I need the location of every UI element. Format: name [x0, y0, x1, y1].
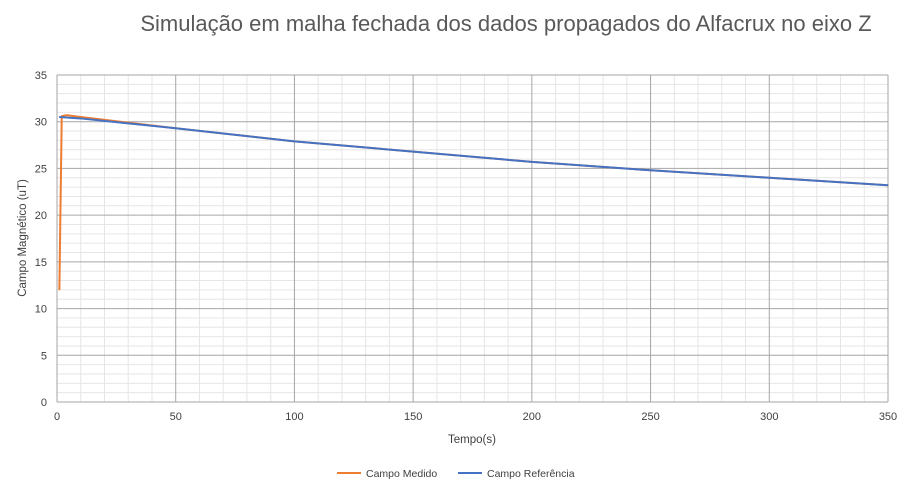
data-point-campo-medido	[59, 289, 60, 290]
x-tick-label: 300	[760, 411, 779, 423]
x-tick-label: 150	[403, 411, 423, 423]
series-line-campo-medido	[59, 115, 888, 290]
y-axis-ticks	[35, 70, 47, 409]
data-point-campo-referencia	[175, 128, 176, 129]
series-layer	[59, 115, 889, 291]
data-point-campo-referencia	[80, 118, 81, 119]
data-point-campo-referencia	[650, 170, 651, 171]
data-point-campo-referencia	[413, 151, 414, 152]
minor-grid	[57, 75, 888, 402]
y-tick-label: 10	[34, 303, 47, 316]
x-tick-label: 350	[878, 411, 898, 423]
series-line-campo-referencia	[59, 117, 888, 185]
data-point-campo-referencia	[769, 177, 770, 178]
y-tick-label: 15	[34, 256, 47, 269]
y-tick-label: 5	[40, 350, 47, 363]
legend-label: Campo Medido	[366, 468, 438, 480]
x-axis-ticks	[54, 411, 897, 423]
y-tick-label: 25	[34, 163, 47, 176]
legend	[337, 468, 575, 480]
y-tick-label: 0	[40, 397, 47, 409]
chart-title: Simulação em malha fechada dos dados propagados do Alfacrux no eixo Z	[140, 11, 872, 36]
x-tick-label: 200	[522, 411, 542, 423]
data-point-campo-referencia	[59, 116, 60, 117]
data-point-campo-referencia	[294, 141, 295, 142]
x-tick-label: 0	[53, 411, 61, 423]
x-tick-label: 250	[641, 411, 660, 423]
x-tick-label: 50	[169, 411, 182, 423]
y-axis-label: Campo Magnético (uT)	[17, 179, 29, 297]
x-axis-label: Tempo(s)	[448, 434, 496, 446]
data-point-campo-referencia	[531, 161, 532, 162]
y-tick-label: 20	[34, 210, 47, 223]
y-tick-label: 35	[34, 70, 47, 82]
major-grid	[57, 75, 888, 402]
x-tick-label: 100	[285, 411, 304, 423]
data-point-campo-medido	[66, 115, 67, 116]
y-tick-label: 30	[34, 116, 47, 129]
legend-label: Campo Referência	[487, 468, 575, 480]
data-point-campo-referencia	[887, 185, 888, 186]
